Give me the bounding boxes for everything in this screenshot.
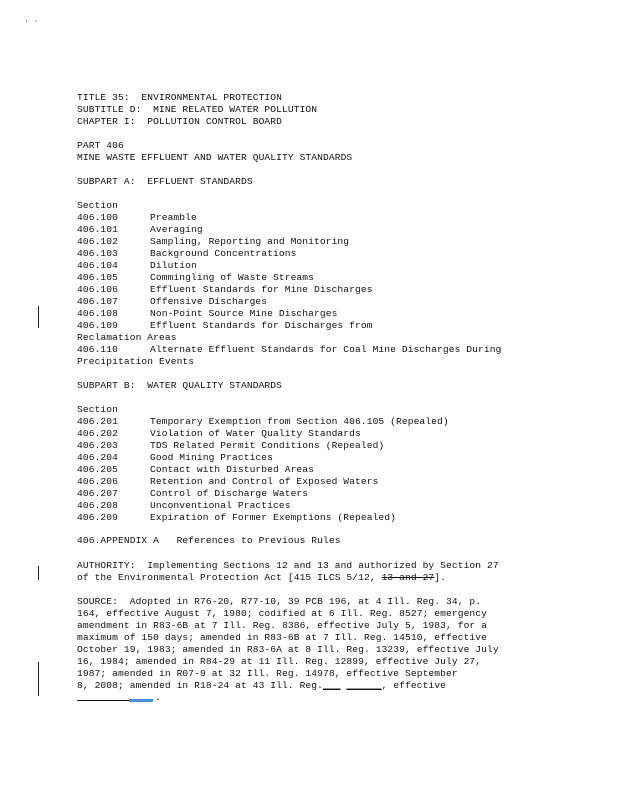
- authority-text: of the Environmental Protection Act [415 ILCS 5/12,: [77, 572, 382, 583]
- section-number: 406.100: [77, 212, 119, 223]
- source-line: 1987; amended in R07-9 at 32 Ill. Reg. 14978, effective September: [77, 668, 458, 679]
- section-row: [77, 272, 314, 284]
- section-row: [77, 344, 501, 356]
- section-title: Sampling, Reporting and Monitoring: [150, 236, 350, 247]
- section-title: Effluent Standards for Discharges from: [150, 320, 373, 331]
- section-number: 406.201: [77, 416, 119, 427]
- source-line: SOURCE: Adopted in R76-20, R77-10, 39 PCB 196, at 4 Ill. Reg. 34, p.: [77, 596, 482, 607]
- part-name: MINE WASTE EFFLUENT AND WATER QUALITY STANDARDS: [77, 152, 353, 163]
- section-row: [77, 440, 384, 452]
- section-title: Temporary Exemption from Section 406.105 (Repealed): [150, 416, 449, 427]
- section-title: Violation of Water Quality Standards: [150, 428, 361, 439]
- scan-corner-marks: ' ': [24, 20, 39, 29]
- source-line: maximum of 150 days; amended in R83-6B at 7 Ill. Reg. 14510, effective: [77, 632, 488, 643]
- section-number: 406.105: [77, 272, 119, 283]
- authority-line-2: [77, 572, 446, 584]
- section-number: 406.109: [77, 320, 119, 331]
- change-bar: [38, 306, 39, 328]
- source-text: 8, 2008; amended in R18-24 at 43 Ill. Reg.: [77, 680, 324, 691]
- section-title: Commingling of Waste Streams: [150, 272, 315, 283]
- section-title: Good Mining Practices: [150, 452, 274, 463]
- section-title: Non-Point Source Mine Discharges: [150, 308, 338, 319]
- ending-period: .: [155, 692, 161, 703]
- subpart-b-section-label: Section: [77, 404, 119, 415]
- section-number: 406.202: [77, 428, 119, 439]
- source-line: 16, 1984; amended in R84-29 at 11 Ill. Reg. 12899, effective July 27,: [77, 656, 482, 667]
- change-bar: [38, 662, 39, 696]
- authority-text-end: ].: [434, 572, 447, 583]
- section-row: [77, 212, 197, 224]
- section-row: [77, 452, 273, 464]
- change-bar: [38, 566, 39, 580]
- section-title-continuation: Reclamation Areas: [77, 332, 177, 343]
- section-number: 406.203: [77, 440, 119, 451]
- subpart-a-heading: SUBPART A: EFFLUENT STANDARDS: [77, 176, 253, 187]
- part-number: PART 406: [77, 140, 124, 151]
- section-row: [77, 236, 349, 248]
- source-line: [77, 680, 446, 692]
- source-line: 164, effective August 7, 1980; codified at 6 Ill. Reg. 8527; emergency: [77, 608, 488, 619]
- section-title: Background Concentrations: [150, 248, 297, 259]
- section-title: Control of Discharge Waters: [150, 488, 309, 499]
- section-title: Contact with Disturbed Areas: [150, 464, 315, 475]
- blank-field: ______: [346, 680, 382, 691]
- section-title: Expiration of Former Exemptions (Repealed): [150, 512, 397, 523]
- section-title: Retention and Control of Exposed Waters: [150, 476, 379, 487]
- section-number: 406.110: [77, 344, 119, 355]
- section-title: Offensive Discharges: [150, 296, 268, 307]
- blank-field: [77, 700, 153, 701]
- section-row: [77, 260, 197, 272]
- section-number: 406.204: [77, 452, 119, 463]
- section-row: [77, 284, 373, 296]
- source-line: October 19, 1983; amended in R83-6A at 8 Ill. Reg. 13239, effective July: [77, 644, 499, 655]
- section-number: 406.107: [77, 296, 119, 307]
- section-title: Unconventional Practices: [150, 500, 291, 511]
- section-number: 406.103: [77, 248, 119, 259]
- section-row: [77, 224, 203, 236]
- subtitle-line: SUBTITLE D: MINE RELATED WATER POLLUTION: [77, 104, 318, 115]
- section-row: [77, 500, 291, 512]
- section-number: 406.104: [77, 260, 119, 271]
- appendix-line: 406.APPENDIX A References to Previous Rules: [77, 535, 341, 546]
- authority-line-1: AUTHORITY: Implementing Sections 12 and 13 and authorized by Section 27: [77, 560, 499, 571]
- section-number: 406.101: [77, 224, 119, 235]
- section-number: 406.207: [77, 488, 119, 499]
- text-cursor-highlight: [129, 699, 153, 702]
- section-row: [77, 428, 361, 440]
- section-row: [77, 248, 296, 260]
- section-row: [77, 320, 373, 332]
- section-row: [77, 308, 337, 320]
- section-title: Averaging: [150, 224, 203, 235]
- section-title: Effluent Standards for Mine Discharges: [150, 284, 373, 295]
- section-number: 406.209: [77, 512, 119, 523]
- subpart-a-section-label: Section: [77, 200, 119, 211]
- section-row: [77, 296, 267, 308]
- source-text-end: , effective: [381, 680, 447, 691]
- section-row: [77, 512, 396, 524]
- section-number: 406.108: [77, 308, 119, 319]
- section-number: 406.206: [77, 476, 119, 487]
- section-title: Dilution: [150, 260, 197, 271]
- section-row: [77, 476, 378, 488]
- chapter-line: CHAPTER I: POLLUTION CONTROL BOARD: [77, 116, 283, 127]
- section-number: 406.106: [77, 284, 119, 295]
- blank-field: ___: [323, 680, 341, 691]
- title-line: TITLE 35: ENVIRONMENTAL PROTECTION: [77, 92, 283, 103]
- section-title-continuation: Precipitation Events: [77, 356, 195, 367]
- subpart-b-heading: SUBPART B: WATER QUALITY STANDARDS: [77, 380, 283, 391]
- section-row: [77, 488, 308, 500]
- source-line: amendment in R83-6B at 7 Ill. Reg. 8386, effective July 5, 1983, for a: [77, 620, 488, 631]
- section-row: [77, 416, 449, 428]
- section-title: Alternate Effluent Standards for Coal Mine Discharges During: [150, 344, 502, 355]
- section-number: 406.208: [77, 500, 119, 511]
- section-title: Preamble: [150, 212, 197, 223]
- section-number: 406.205: [77, 464, 119, 475]
- struck-text: 13 and 27: [381, 572, 435, 583]
- section-number: 406.102: [77, 236, 119, 247]
- section-row: [77, 464, 314, 476]
- section-title: TDS Related Permit Conditions (Repealed): [150, 440, 385, 451]
